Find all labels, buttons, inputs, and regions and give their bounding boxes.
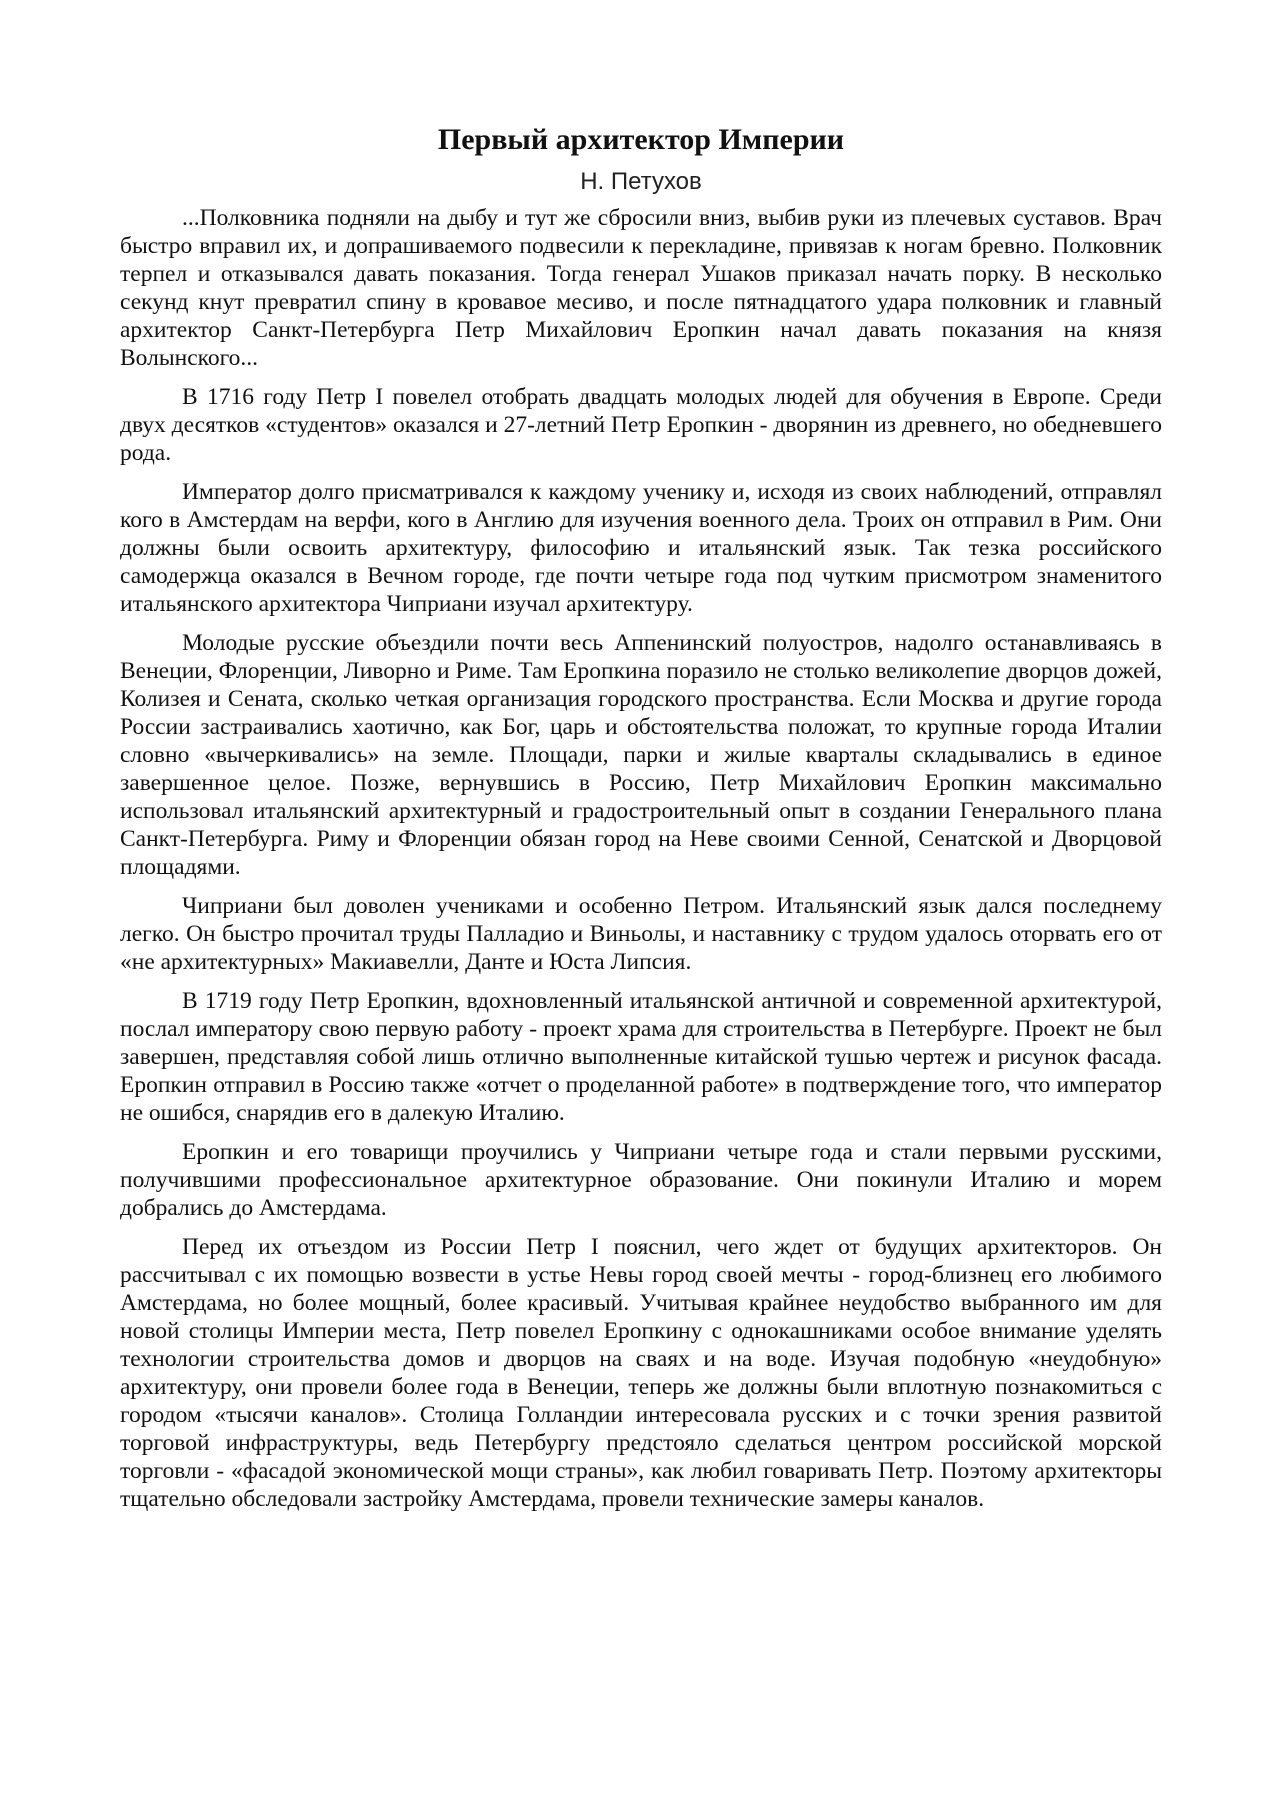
paragraph: ...Полковника подняли на дыбу и тут же сбросили вниз, выбив руки из плечевых суставов. Врач быстро вправил их, и допрашиваемого подвесили к перекладине, привязав к ногам бревно. Полковник терпел и отказывался давать показания. Тогда генерал Ушаков приказал начать порку. В несколько секунд кнут превратил спину в кровавое месиво, и после пятнадцатого удара полковник и главный архитектор Санкт-Петербурга Петр Михайлович Еропкин начал давать показания на князя Волынского... xyxy=(120,205,1162,371)
paragraph: Император долго присматривался к каждому ученику и, исходя из своих наблюдений, отправлял кого в Амстердам на верфи, кого в Англию для изучения военного дела. Троих он отправил в Рим. Они должны были освоить архитектуру, философию и итальянский язык. Так тезка российского самодержца оказался в Вечном городе, где почти четыре года под чутким присмотром знаменитого итальянского архитектора Чиприани изучал архитектуру. xyxy=(120,479,1162,617)
paragraph: В 1716 году Петр I повелел отобрать двадцать молодых людей для обучения в Европе. Среди двух десятков «студентов» оказался и 27-летний Петр Еропкин - дворянин из древнего, но обедневшего рода. xyxy=(120,384,1162,466)
paragraph: Еропкин и его товарищи проучились у Чиприани четыре года и стали первыми русскими, получившими профессиональное архитектурное образование. Они покинули Италию и морем добрались до Амстердама. xyxy=(120,1139,1162,1221)
paragraph: Перед их отъездом из России Петр I пояснил, чего ждет от будущих архитекторов. Он рассчитывал с их помощью возвести в устье Невы город своей мечты - город-близнец его любимого Амстердама, но более мощный, более красивый. Учитывая крайнее неудобство выбранного им для новой столицы Империи места, Петр повелел Еропкину с однокашниками особое внимание уделять технологии строительства домов и дворцов на сваях и на воде. Изучая подобную «неудобную» архитектуру, они провели более года в Венеции, теперь же должны были вплотную познакомиться с городом «тысячи каналов». Столица Голландии интересовала русских и с точки зрения развитой торговой инфраструктуры, ведь Петербургу предстояло сделаться центром российской морской торговли - «фасадой экономической мощи страны», как любил говаривать Петр. Поэтому архитекторы тщательно обследовали застройку Амстердама, провели технические замеры каналов. xyxy=(120,1234,1162,1512)
document-author: Н. Петухов xyxy=(580,168,702,195)
paragraph: В 1719 году Петр Еропкин, вдохновленный итальянской античной и современной архитектурой, послал императору свою первую работу - проект храма для строительства в Петербурге. Проект не был завершен, представляя собой лишь отлично выполненные китайской тушью чертеж и рисунок фасада. Еропкин отправил в Россию также «отчет о проделанной работе» в подтверждение того, что император не ошибся, снарядив его в далекую Италию. xyxy=(120,988,1162,1126)
document-page xyxy=(120,118,1162,1524)
document-title: Первый архитектор Империи xyxy=(437,123,845,156)
paragraph: Чиприани был доволен учениками и особенно Петром. Итальянский язык дался последнему легко. Он быстро прочитал труды Палладио и Виньолы, и наставнику с трудом удалось оторвать его от «не архитектурных» Макиавелли, Данте и Юста Липсия. xyxy=(120,893,1162,975)
paragraph: Молодые русские объездили почти весь Аппенинский полуостров, надолго останавливаясь в Венеции, Флоренции, Ливорно и Риме. Там Еропкина поразило не столько великолепие дворцов дожей, Колизея и Сената, сколько четкая организация городского пространства. Если Москва и другие города России застраивались хаотично, как Бог, царь и обстоятельства положат, то крупные города Италии словно «вычеркивались» на земле. Площади, парки и жилые кварталы складывались в единое завершенное целое. Позже, вернувшись в Россию, Петр Михайлович Еропкин максимально использовал итальянский архитектурный и градостроительный опыт в создании Генерального плана Санкт-Петербурга. Риму и Флоренции обязан город на Неве своими Сенной, Сенатской и Дворцовой площадями. xyxy=(120,630,1162,880)
